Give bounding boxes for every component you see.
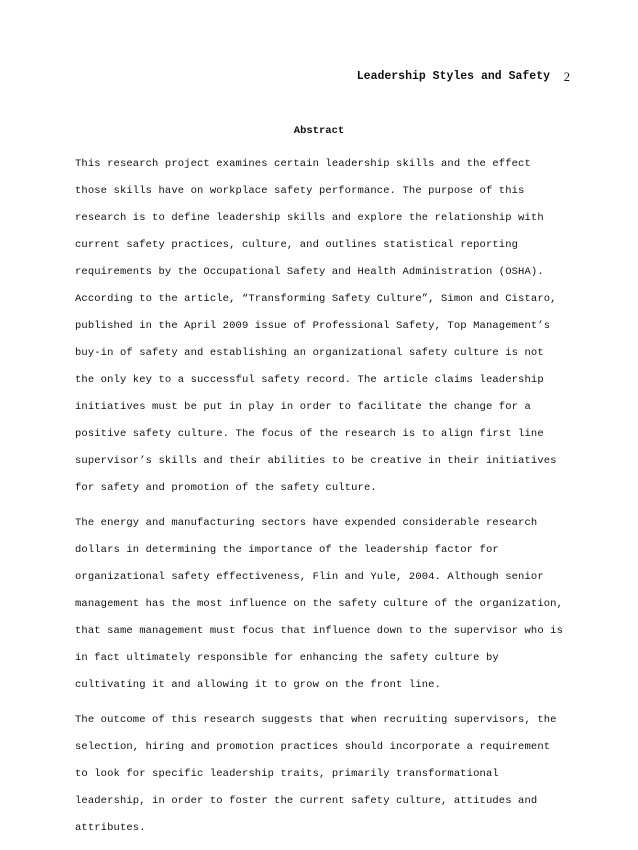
page-header [0, 70, 638, 84]
abstract-body [75, 151, 565, 850]
page-number: 2 [563, 70, 570, 84]
abstract-paragraph-1: This research project examines certain leadership skills and the effect those skills have on workplace safety performance. The purpose of this research is to define leadership skills and explore the relationship with current safety practices, culture, and outlines statistical reporting requirements by the Occupational Safety and Health Administration (OSHA). According to the article, “Transforming Safety Culture”, Simon and Cistaro, published in the April 2009 issue of Professional Safety, Top Management’s buy-in of safety and establishing an organizational safety culture is not the only key to a successful safety record. The article claims leadership initiatives must be put in play in order to facilitate the change for a positive safety culture. The focus of the research is to align first line supervisor’s skills and their abilities to be creative in their initiatives for safety and promotion of the safety culture. [75, 158, 557, 494]
running-head: Leadership Styles and Safety [356, 70, 550, 83]
abstract-paragraph-2: The energy and manufacturing sectors have expended considerable research dollars in determining the importance of the leadership factor for organizational safety effectiveness, Flin and Yule, 2004. Although senior management has the most influence on the safety culture of the organization, that same management must focus that influence down to the supervisor who is in fact ultimately responsible for enhancing the safety culture by cultivating it and allowing it to grow on the front line. [75, 517, 563, 691]
abstract-paragraph-3: The outcome of this research suggests that when recruiting supervisors, the selection, hiring and promotion practices should incorporate a requirement to look for specific leadership traits, primarily transformational leadership, in order to foster the current safety culture, attitudes and attributes. [75, 714, 557, 834]
abstract-heading: Abstract [293, 125, 345, 137]
